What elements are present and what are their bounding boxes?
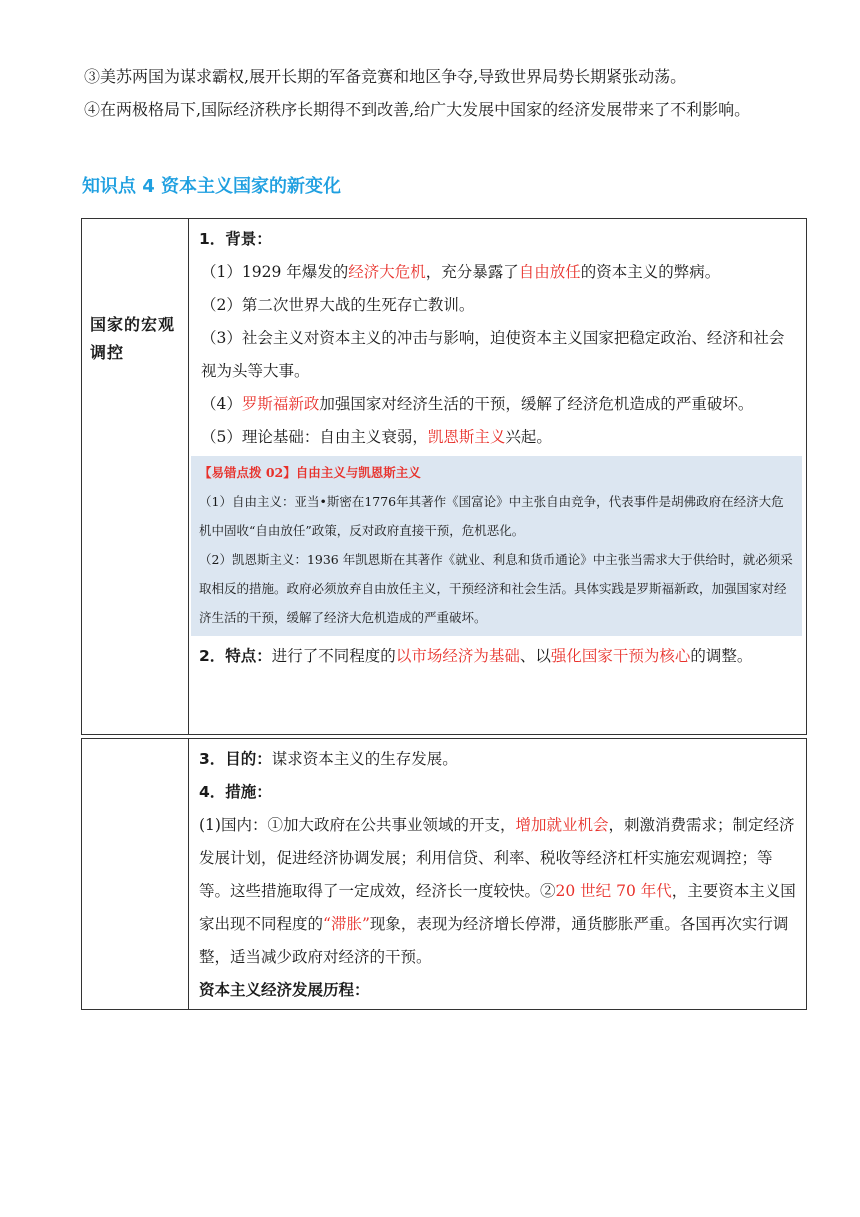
intro-point-4: ④在两极格局下,国际经济秩序长期得不到改善,给广大发展中国家的经济发展带来了不利影响。 <box>84 100 751 119</box>
content-cell <box>189 219 807 735</box>
measures-domestic: (1)国内：①加大政府在公共事业领域的开支，增加就业机会，刺激消费需求；制定经济发展计划，促进经济协调发展；利用信贷、利率、税收等经济杠杆实施宏观调控；等等。这些措施取得了一定成效，经济长一度较快。②20 世纪 70 年代，主要资本主义国家出现不同程度的“滞胀”现象，表现为经济增长停滞，通货膨胀严重。各国再次实行调整，适当减少政府对经济的干预。 <box>199 816 796 966</box>
content-cell <box>189 739 807 1010</box>
callout-title: 【易错点拨 02】自由主义与凯恩斯主义 <box>199 465 421 480</box>
section-title: 知识点 4 资本主义国家的新变化 <box>82 176 342 197</box>
background-item-3: （3）社会主义对资本主义的冲击与影响，迫使资本主义国家把稳定政治、经济和社会视为头等大事。 <box>201 329 785 380</box>
background-item-1: （1）1929 年爆发的经济大危机，充分暴露了自由放任的资本主义的弊病。 <box>201 263 721 281</box>
knowledge-table-2 <box>81 738 807 1010</box>
callout-liberalism: （1）自由主义：亚当•斯密在1776年其著作《国富论》中主张自由竞争，代表事件是胡佛政府在经济大危机中固收“自由放任”政策，反对政府直接干预，危机恶化。 <box>199 494 784 538</box>
background-item-4: （4）罗斯福新政加强国家对经济生活的干预，缓解了经济危机造成的严重破坏。 <box>201 395 754 413</box>
history-heading: 资本主义经济发展历程： <box>199 981 370 999</box>
row-label-cell-empty <box>82 739 189 1010</box>
background-item-2: （2）第二次世界大战的生死存亡教训。 <box>201 296 475 314</box>
error-tip-callout <box>191 456 802 636</box>
intro-paragraphs <box>84 60 794 126</box>
measures-heading: 4．措施： <box>199 783 272 801</box>
knowledge-table-1 <box>81 218 807 735</box>
background-item-5: （5）理论基础：自由主义衰弱，凯恩斯主义兴起。 <box>201 428 552 446</box>
feature-line: 2．特点：进行了不同程度的以市场经济为基础、以强化国家干预为核心的调整。 <box>199 647 753 665</box>
intro-point-3: ③美苏两国为谋求霸权,展开长期的军备竞赛和地区争夺,导致世界局势长期紧张动荡。 <box>84 67 687 86</box>
row-label-cell <box>82 219 189 735</box>
background-heading: 1．背景： <box>199 230 272 248</box>
row-label: 国家的宏观调控 <box>90 315 176 362</box>
callout-keynesianism: （2）凯恩斯主义：1936 年凯恩斯在其著作《就业、利息和货币通论》中主张当需求大于供给时，就必须采取相反的措施。政府必须放弃自由放任主义，干预经济和社会生活。具体实践是罗斯福新政，加强国家对经济生活的干预，缓解了经济大危机造成的严重破坏。 <box>199 552 793 625</box>
purpose-line: 3．目的：谋求资本主义的生存发展。 <box>199 750 458 768</box>
